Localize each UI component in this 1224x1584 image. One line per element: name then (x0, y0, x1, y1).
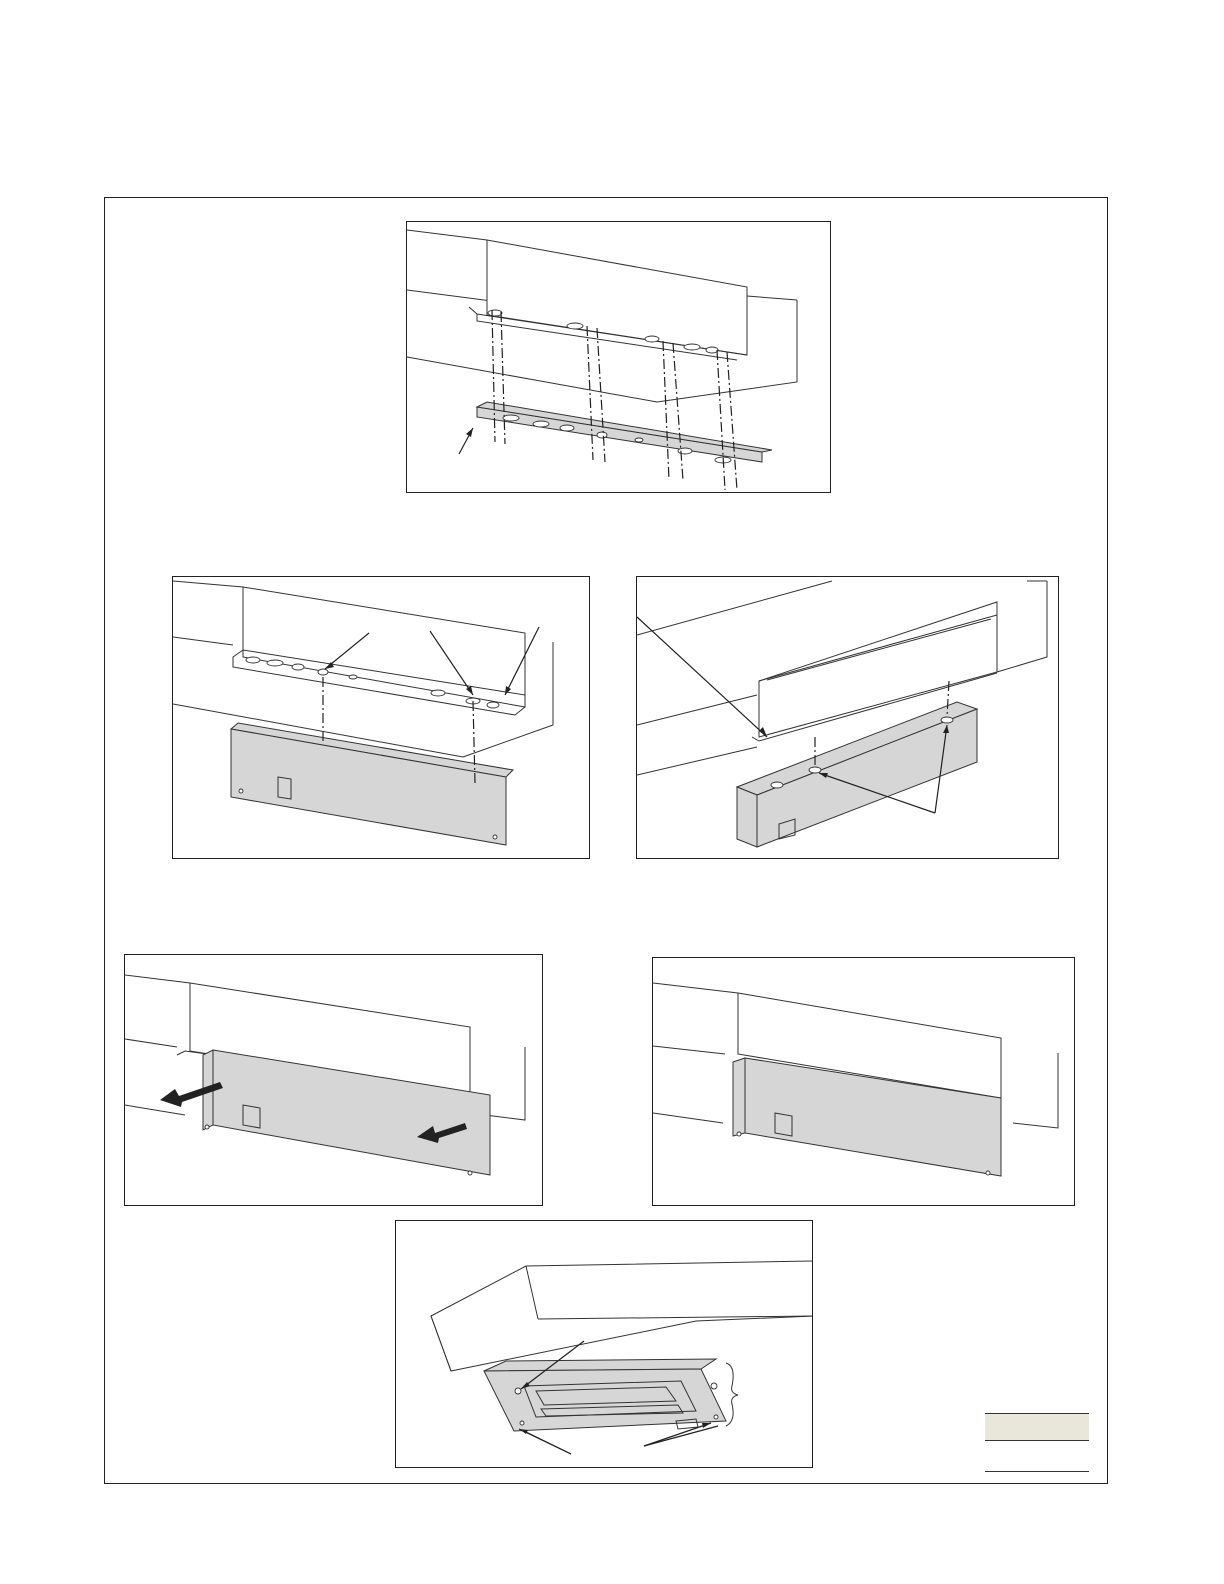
legend-divider-line (985, 1471, 1089, 1472)
magnet-underside-illustration (396, 1221, 813, 1468)
diagram-panel-housing-screws (636, 576, 1059, 859)
diagram-panel-housing-align (172, 576, 590, 859)
diagram-panel-mounting-plate (406, 221, 831, 493)
slide-housing-illustration (125, 955, 543, 1206)
diagram-panel-slide-housing (124, 954, 543, 1206)
diagram-panel-housing-installed (652, 957, 1075, 1206)
housing-screws-illustration (637, 577, 1059, 859)
diagram-panel-magnet-underside (395, 1220, 813, 1468)
housing-align-illustration (173, 577, 590, 859)
housing-installed-illustration (653, 958, 1075, 1206)
mounting-plate-illustration (407, 222, 831, 493)
legend-swatch (985, 1413, 1089, 1441)
